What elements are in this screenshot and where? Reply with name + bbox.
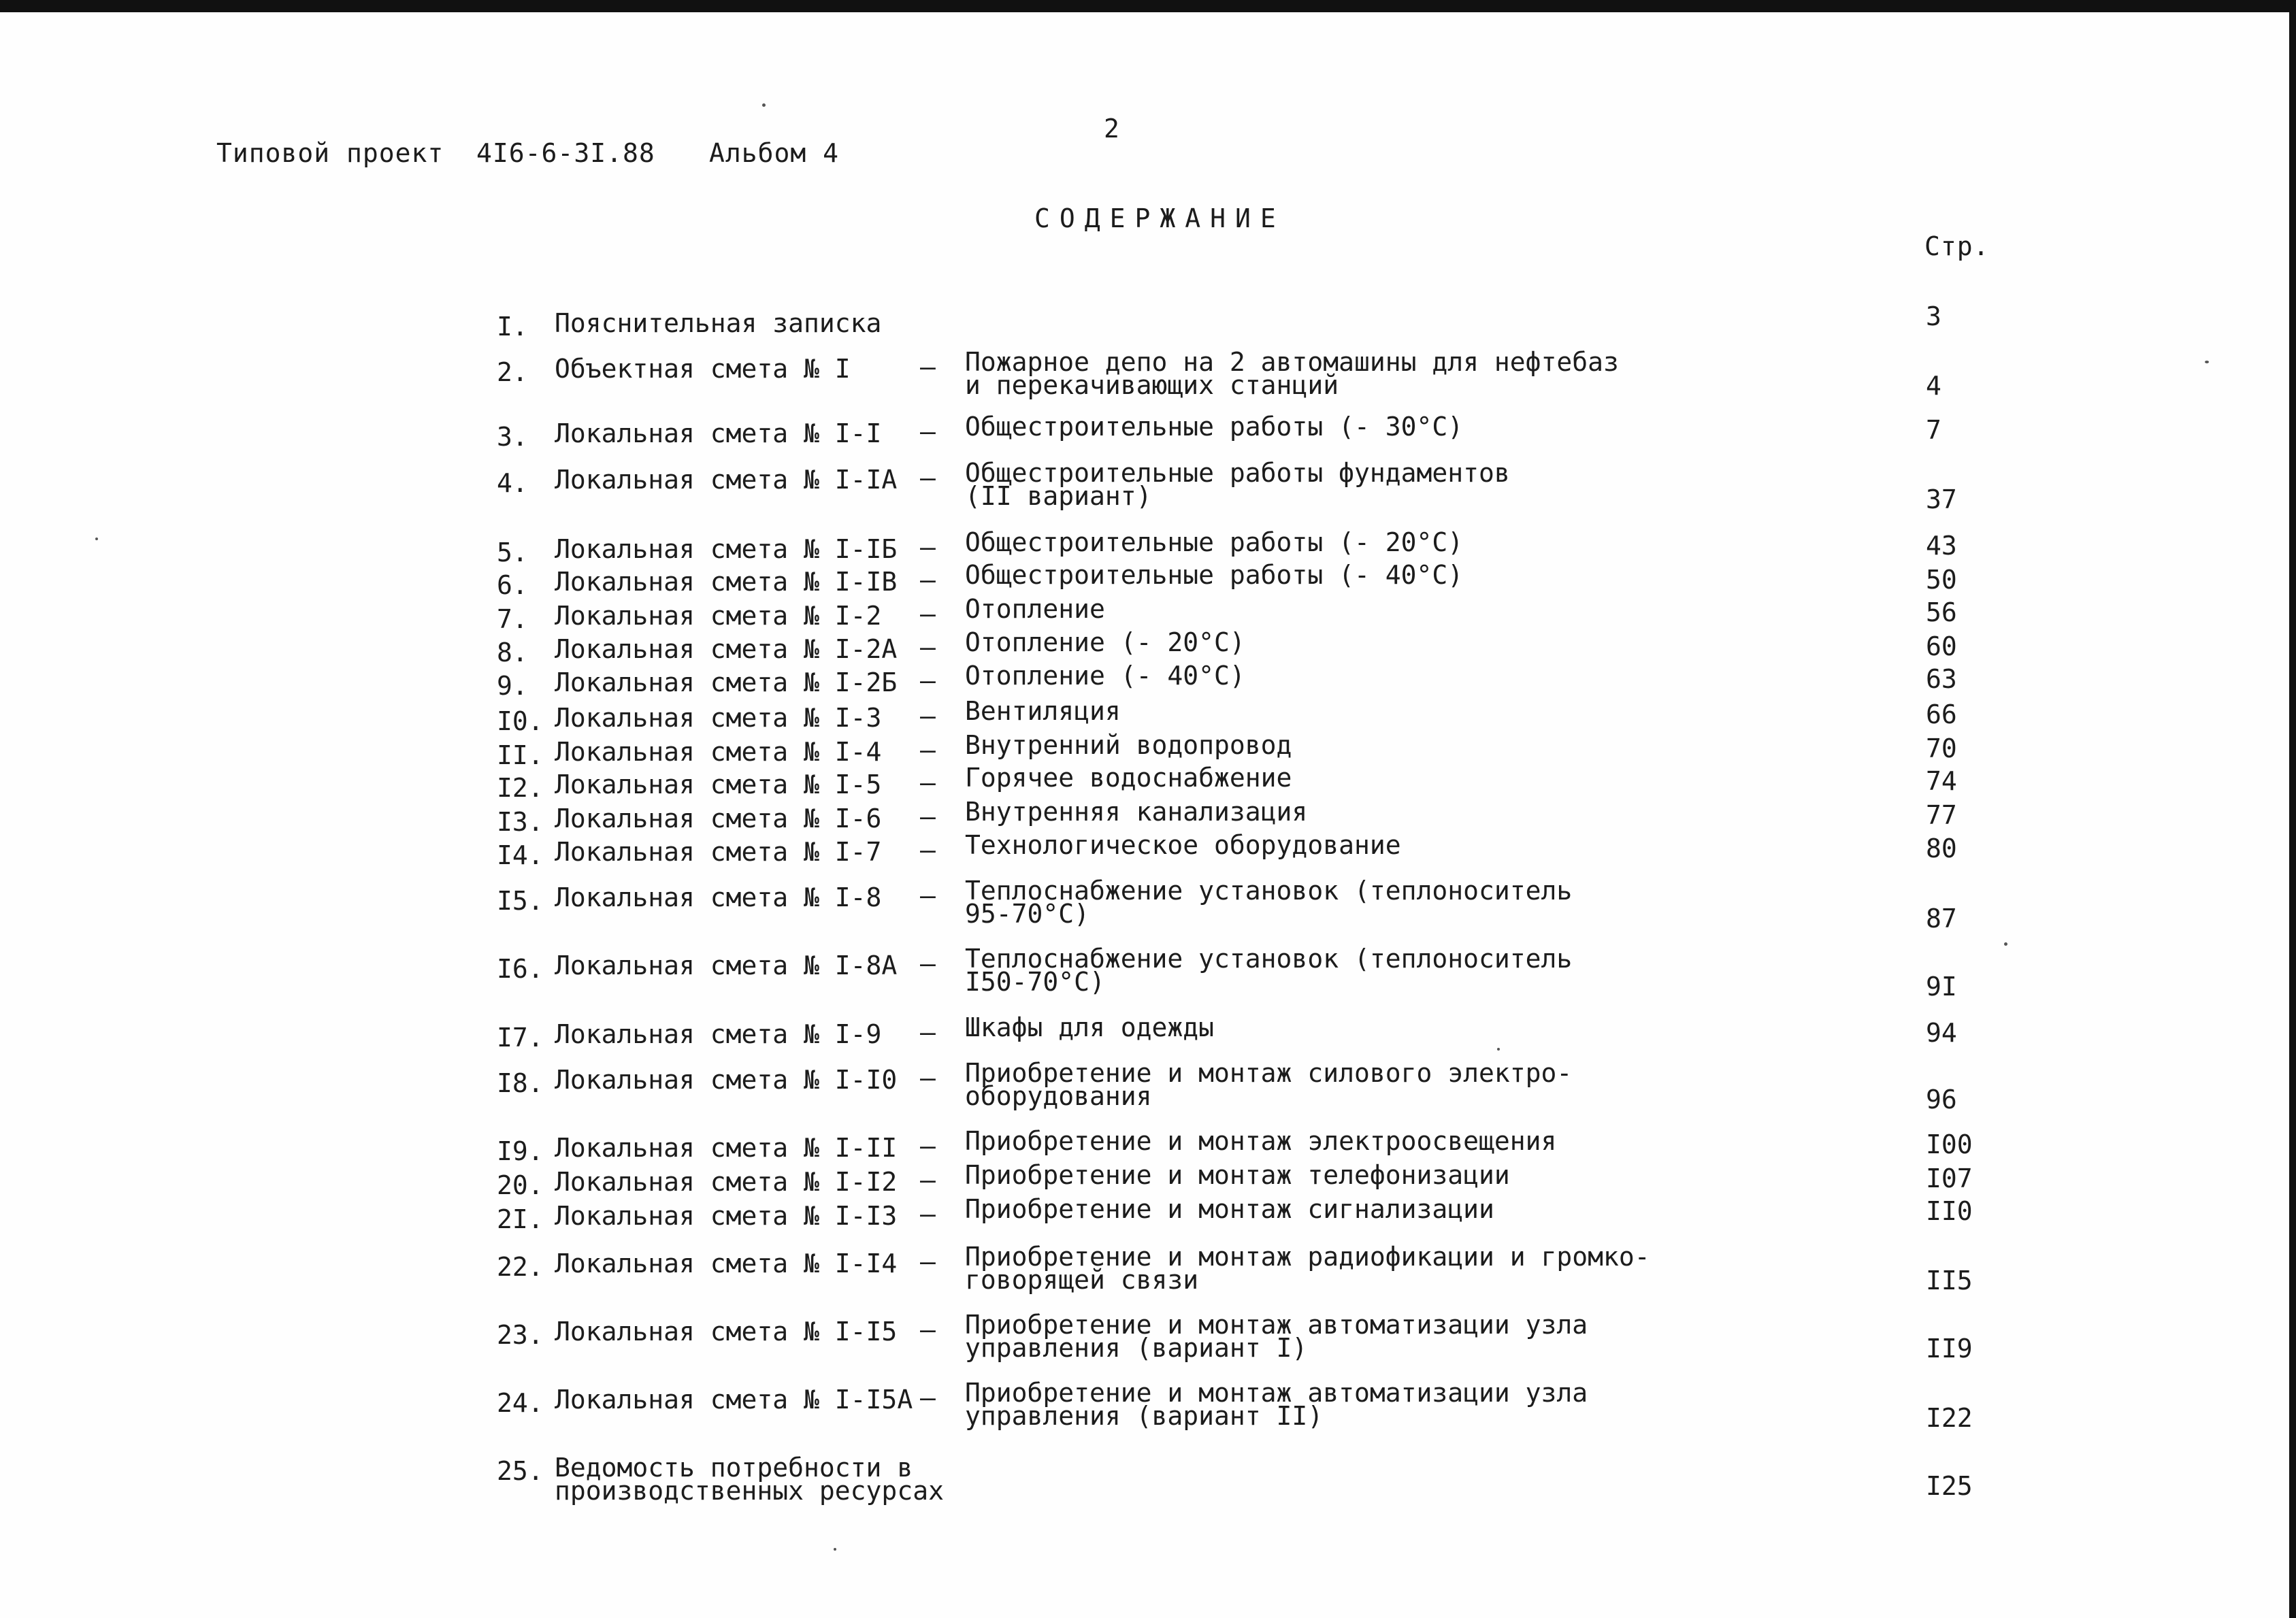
toc-item-label: Локальная смета № I-I3 <box>555 1201 898 1231</box>
toc-item-label: Локальная смета № I-7 <box>555 837 882 867</box>
scan-border-right <box>2289 0 2296 1618</box>
toc-item-page: 66 <box>1926 699 1957 729</box>
toc-item-description: Теплоснабжение установок (теплоноситель I50-70°C) <box>965 944 1573 997</box>
page-title: СОДЕРЖАНИЕ <box>1034 203 1285 233</box>
toc-item-description: Приобретение и монтаж радиофикации и громко- говорящей связи <box>965 1242 1650 1295</box>
toc-item-description: Общестроительные работы (- 20°C) <box>965 527 1464 557</box>
toc-item-label: Локальная смета № I-6 <box>555 804 882 833</box>
toc-item-label: Пояснительная записка <box>555 308 882 338</box>
toc-item-number: 24. <box>497 1388 544 1418</box>
toc-item-description: Шкафы для одежды <box>965 1012 1215 1042</box>
toc-separator-dash: – <box>920 767 936 797</box>
toc-item-page: 74 <box>1926 766 1957 796</box>
toc-item-number: 23. <box>497 1320 544 1350</box>
toc-item-label: Локальная смета № I-8А <box>555 951 898 980</box>
toc-separator-dash: – <box>920 532 936 562</box>
toc-item-page: 4 <box>1926 371 1941 401</box>
toc-item-number: I6. <box>497 954 544 984</box>
toc-item-label: Локальная смета № I-II <box>555 1133 898 1163</box>
toc-item-label: Локальная смета № I-8 <box>555 882 882 912</box>
toc-item-description: Пожарное депо на 2 автомашины для нефтебаз и перекачивающих станций <box>965 347 1619 400</box>
toc-separator-dash: – <box>920 1165 936 1195</box>
toc-item-page: I25 <box>1926 1471 1973 1501</box>
toc-item-number: I2. <box>497 773 544 803</box>
toc-item-number: I7. <box>497 1023 544 1053</box>
scan-speck <box>834 1548 836 1551</box>
toc-item-description: Теплоснабжение установок (теплоноситель 95-70°C) <box>965 876 1573 929</box>
toc-item-number: I8. <box>497 1068 544 1098</box>
toc-item-number: 25. <box>497 1456 544 1486</box>
toc-item-number: I5. <box>497 886 544 916</box>
toc-item-label: Локальная смета № I-I5А <box>555 1385 913 1415</box>
page-number: 2 <box>1104 114 1120 144</box>
page-column-header: Стр. <box>1924 231 1990 261</box>
toc-item-page: I07 <box>1926 1163 1973 1193</box>
toc-item-label: Локальная смета № I-2Б <box>555 667 898 697</box>
toc-separator-dash: – <box>920 1017 936 1047</box>
scan-speck <box>2205 361 2209 363</box>
toc-item-description: Приобретение и монтаж силового электро- оборудования <box>965 1058 1573 1111</box>
toc-item-page: I00 <box>1926 1129 1973 1159</box>
toc-item-page: 63 <box>1926 664 1957 694</box>
toc-item-page: 94 <box>1926 1018 1957 1048</box>
toc-item-description: Общестроительные работы (- 40°C) <box>965 560 1464 590</box>
toc-item-description: Отопление (- 20°C) <box>965 627 1245 657</box>
toc-item-label: Локальная смета № I-I4 <box>555 1249 898 1278</box>
scan-speck <box>762 103 766 107</box>
toc-separator-dash: – <box>920 599 936 629</box>
toc-item-page: 56 <box>1926 597 1957 627</box>
scan-border-top <box>0 0 2296 12</box>
toc-item-number: 20. <box>497 1170 544 1200</box>
toc-separator-dash: – <box>920 665 936 695</box>
album-label: Альбом 4 <box>709 138 840 168</box>
toc-separator-dash: – <box>920 565 936 595</box>
toc-item-label: Локальная смета № I-9 <box>555 1019 882 1049</box>
toc-separator-dash: – <box>920 735 936 765</box>
toc-separator-dash: – <box>920 352 936 382</box>
toc-separator-dash: – <box>920 463 936 493</box>
scan-speck <box>1497 1048 1500 1051</box>
toc-item-number: 8. <box>497 638 528 667</box>
toc-item-page: 37 <box>1926 484 1957 514</box>
toc-item-label: Локальная смета № I-I5 <box>555 1317 898 1347</box>
toc-separator-dash: – <box>920 948 936 978</box>
toc-item-page: 3 <box>1926 301 1941 331</box>
toc-item-number: 4. <box>497 468 528 498</box>
toc-item-page: 77 <box>1926 800 1957 830</box>
toc-item-label: Локальная смета № I-IБ <box>555 534 898 564</box>
toc-item-page: 80 <box>1926 833 1957 863</box>
toc-item-description: Вентиляция <box>965 696 1121 726</box>
toc-item-number: I0. <box>497 706 544 736</box>
toc-item-label: Локальная смета № I-3 <box>555 703 882 733</box>
toc-separator-dash: – <box>920 1383 936 1413</box>
toc-item-number: 7. <box>497 604 528 634</box>
toc-item-label: Локальная смета № I-I0 <box>555 1065 898 1095</box>
toc-item-page: II5 <box>1926 1266 1973 1295</box>
toc-item-label: Ведомость потребности в производственных ресурсах <box>555 1453 944 1506</box>
toc-item-number: 9. <box>497 671 528 701</box>
project-code: Типовой проект 4I6-6-3I.88 <box>216 138 655 168</box>
toc-item-label: Локальная смета № I-IA <box>555 465 898 495</box>
toc-item-label: Объектная смета № I <box>555 354 851 384</box>
toc-item-page: 50 <box>1926 565 1957 595</box>
toc-item-label: Локальная смета № I-IВ <box>555 567 898 597</box>
toc-item-number: 2. <box>497 357 528 387</box>
toc-item-page: 96 <box>1926 1085 1957 1115</box>
toc-item-description: Приобретение и монтаж сигнализации <box>965 1194 1494 1224</box>
toc-separator-dash: – <box>920 1131 936 1161</box>
toc-item-description: Общестроительные работы (- 30°C) <box>965 412 1464 442</box>
toc-separator-dash: – <box>920 1199 936 1229</box>
toc-item-number: 6. <box>497 570 528 600</box>
toc-item-page: 43 <box>1926 531 1957 561</box>
toc-item-description: Горячее водоснабжение <box>965 763 1292 793</box>
toc-separator-dash: – <box>920 802 936 831</box>
toc-item-description: Отопление (- 40°C) <box>965 661 1245 691</box>
toc-item-description: Приобретение и монтаж электроосвещения <box>965 1126 1557 1156</box>
toc-separator-dash: – <box>920 701 936 731</box>
toc-item-label: Локальная смета № I-2А <box>555 634 898 664</box>
toc-item-number: 3. <box>497 422 528 452</box>
toc-separator-dash: – <box>920 416 936 446</box>
toc-item-page: 70 <box>1926 733 1957 763</box>
toc-item-page: II0 <box>1926 1196 1973 1226</box>
toc-item-description: Общестроительные работы фундаментов (II вариант) <box>965 458 1510 511</box>
toc-item-description: Отопление <box>965 594 1105 624</box>
toc-item-label: Локальная смета № I-I2 <box>555 1167 898 1197</box>
toc-item-description: Приобретение и монтаж автоматизации узла управления (вариант II) <box>965 1378 1588 1431</box>
toc-item-page: 60 <box>1926 631 1957 661</box>
toc-item-number: I. <box>497 312 528 342</box>
toc-separator-dash: – <box>920 632 936 662</box>
toc-item-description: Приобретение и монтаж телефонизации <box>965 1160 1510 1190</box>
toc-item-number: 22. <box>497 1252 544 1282</box>
toc-item-description: Технологическое оборудование <box>965 830 1401 860</box>
toc-item-page: 9I <box>1926 972 1957 1002</box>
toc-item-page: 87 <box>1926 904 1957 934</box>
toc-item-number: I9. <box>497 1136 544 1166</box>
scan-speck <box>95 538 98 540</box>
toc-item-description: Приобретение и монтаж автоматизации узла управления (вариант I) <box>965 1310 1588 1363</box>
toc-separator-dash: – <box>920 1246 936 1276</box>
toc-item-page: II9 <box>1926 1334 1973 1364</box>
toc-item-label: Локальная смета № I-I <box>555 418 882 448</box>
toc-item-number: I4. <box>497 840 544 870</box>
toc-item-label: Локальная смета № I-4 <box>555 737 882 767</box>
toc-item-label: Локальная смета № I-2 <box>555 601 882 631</box>
toc-separator-dash: – <box>920 1063 936 1093</box>
toc-separator-dash: – <box>920 880 936 910</box>
toc-item-number: I3. <box>497 807 544 837</box>
scan-speck <box>2004 942 2007 946</box>
toc-item-description: Внутренняя канализация <box>965 797 1308 827</box>
toc-item-number: II. <box>497 740 544 770</box>
toc-item-number: 5. <box>497 538 528 567</box>
toc-separator-dash: – <box>920 835 936 865</box>
toc-item-label: Локальная смета № I-5 <box>555 770 882 799</box>
toc-separator-dash: – <box>920 1315 936 1344</box>
toc-item-description: Внутренний водопровод <box>965 730 1292 760</box>
toc-item-page: 7 <box>1926 415 1941 445</box>
toc-item-number: 2I. <box>497 1204 544 1234</box>
toc-item-page: I22 <box>1926 1403 1973 1433</box>
